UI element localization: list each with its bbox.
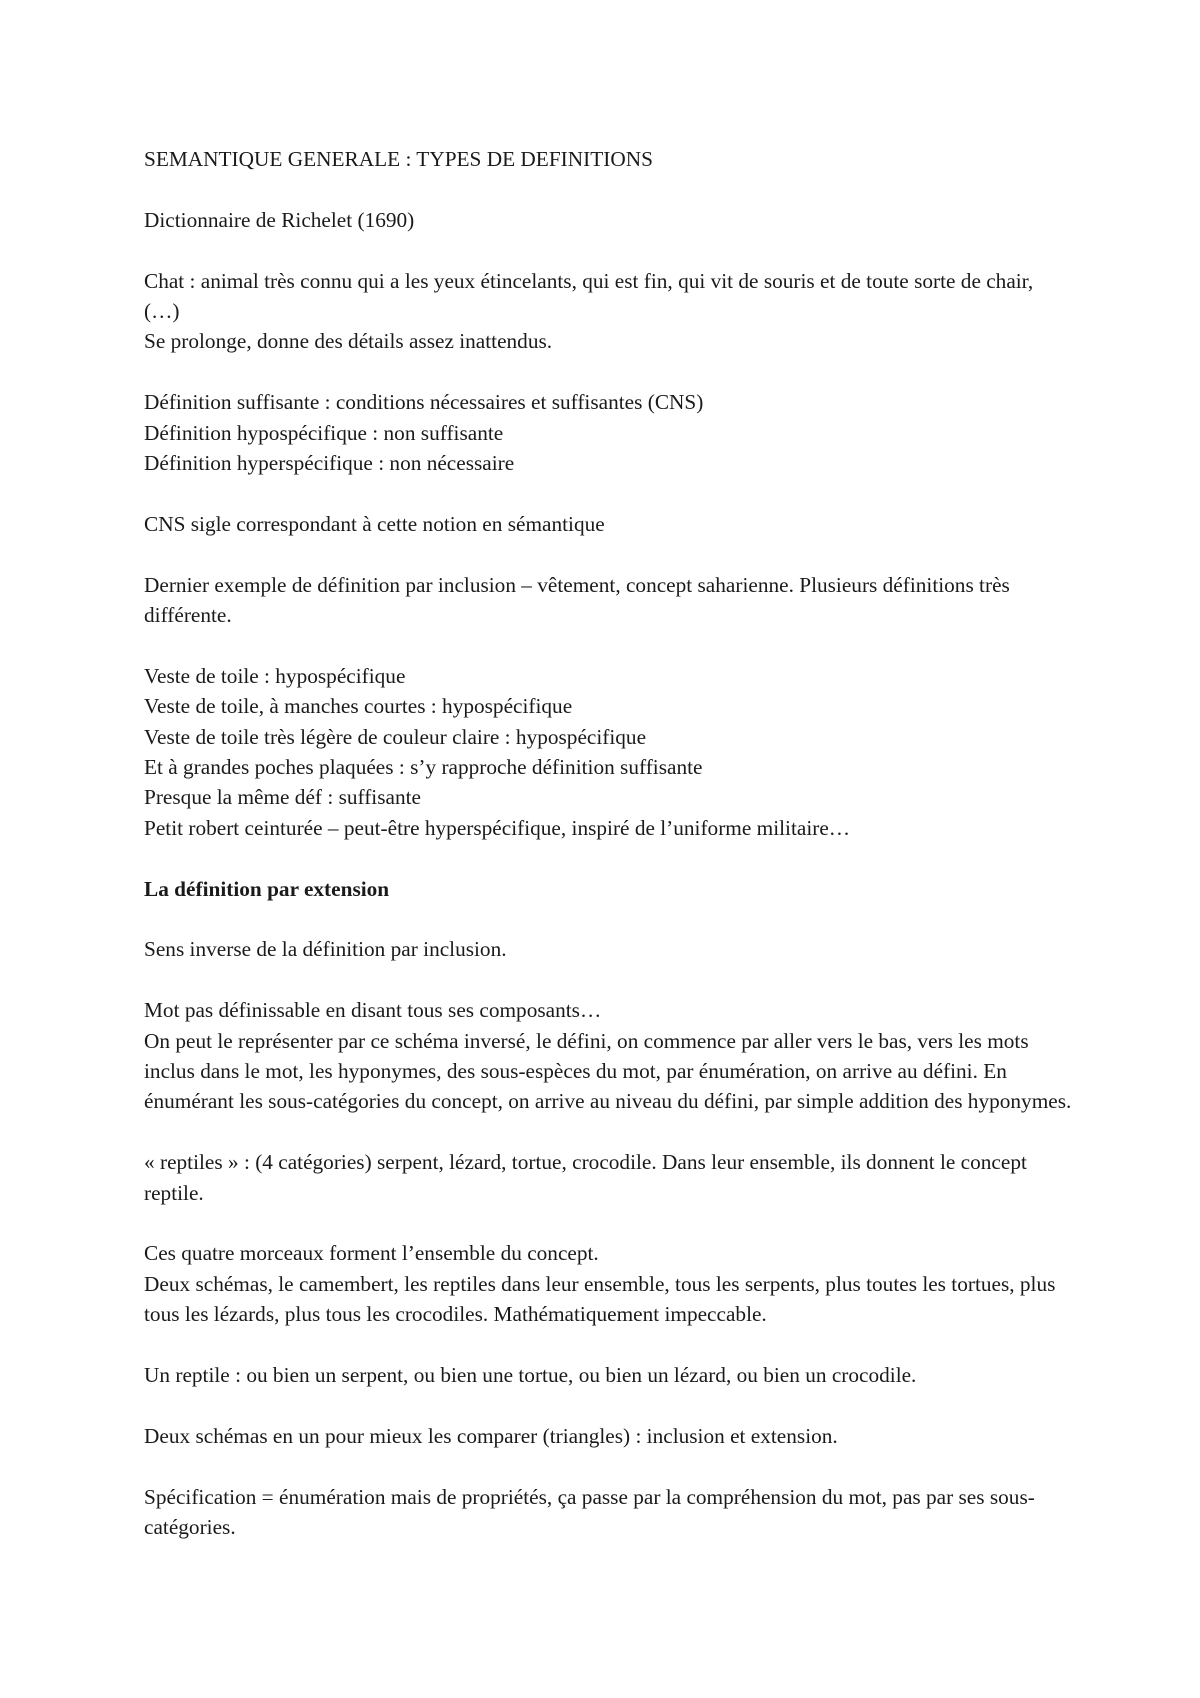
veste-list-item: Veste de toile, à manches courtes : hypospécifique — [144, 694, 573, 719]
document-title: SEMANTIQUE GENERALE : TYPES DE DEFINITIONS — [144, 147, 653, 171]
sens-inverse-paragraph: Sens inverse de la définition par inclusion. — [144, 937, 507, 962]
chat-definition-paragraph — [144, 266, 1074, 357]
quatre-morceaux-line: Ces quatre morceaux forment l’ensemble du concept. — [144, 1241, 599, 1266]
chat-definition-comment: Se prolonge, donne des détails assez inattendus. — [144, 329, 553, 354]
veste-list-item: Petit robert ceinturée – peut-être hyperspécifique, inspiré de l’uniforme militaire… — [144, 815, 851, 840]
reptiles-paragraph: « reptiles » : (4 catégories) serpent, lézard, tortue, crocodile. Dans leur ensemble, ils donnent le concept reptile. — [144, 1150, 1027, 1205]
chat-definition-text: Chat : animal très connu qui a les yeux étincelants, qui est fin, qui vit de souris et de toute sorte de chair, (…) — [144, 268, 1034, 323]
deux-schemas-camembert-text: Deux schémas, le camembert, les reptiles dans leur ensemble, tous les serpents, plus toutes les tortues, plus tous les lézards, plus tous les crocodiles. Mathématiquement impeccable. — [144, 1271, 1056, 1327]
dernier-exemple-paragraph: Dernier exemple de définition par inclusion – vêtement, concept saharienne. Plusieurs définitions très différente. — [144, 572, 1010, 628]
definition-type-suffisante: Définition suffisante : conditions nécessaires et suffisantes (CNS) — [144, 390, 704, 415]
quatre-morceaux-paragraph — [144, 1238, 1074, 1329]
mot-pas-paragraph — [144, 995, 1074, 1117]
definition-type-hyperspecifique: Définition hyperspécifique : non nécessaire — [144, 451, 515, 476]
mot-pas-line: Mot pas définissable en disant tous ses composants… — [144, 998, 602, 1023]
cns-note: CNS sigle correspondant à cette notion en sémantique — [144, 511, 605, 536]
un-reptile-paragraph: Un reptile : ou bien un serpent, ou bien une tortue, ou bien un lézard, ou bien un crocodile. — [144, 1363, 917, 1388]
section-heading-extension: La définition par extension — [144, 876, 390, 901]
definition-type-hypospecifique: Définition hypospécifique : non suffisante — [144, 420, 504, 445]
veste-list-paragraph — [144, 661, 1074, 843]
veste-list-item: Et à grandes poches plaquées : s’y rapproche définition suffisante — [144, 755, 703, 780]
veste-list-item: Veste de toile : hypospécifique — [144, 663, 406, 688]
dictionary-source: Dictionnaire de Richelet (1690) — [144, 207, 415, 232]
veste-list-item: Veste de toile très légère de couleur claire : hypospécifique — [144, 724, 647, 749]
schema-inverse-text: On peut le représenter par ce schéma inversé, le défini, on commence par aller vers le bas, vers les mots inclus dans le mot, les hyponymes, des sous-espèces du mot, par énumération, on arrive au défini. En énumérant les sous-catégories du concept, on arrive au niveau du défini, par simple addition des hyponymes. — [144, 1028, 1072, 1114]
deux-schemas-paragraph: Deux schémas en un pour mieux les comparer (triangles) : inclusion et extension. — [144, 1423, 838, 1448]
veste-list-item: Presque la même déf : suffisante — [144, 785, 421, 810]
document-page — [144, 144, 1074, 1573]
specification-paragraph: Spécification = énumération mais de propriétés, ça passe par la compréhension du mot, pas par ses sous-catégories. — [144, 1484, 1035, 1540]
definition-types-paragraph — [144, 387, 1074, 478]
